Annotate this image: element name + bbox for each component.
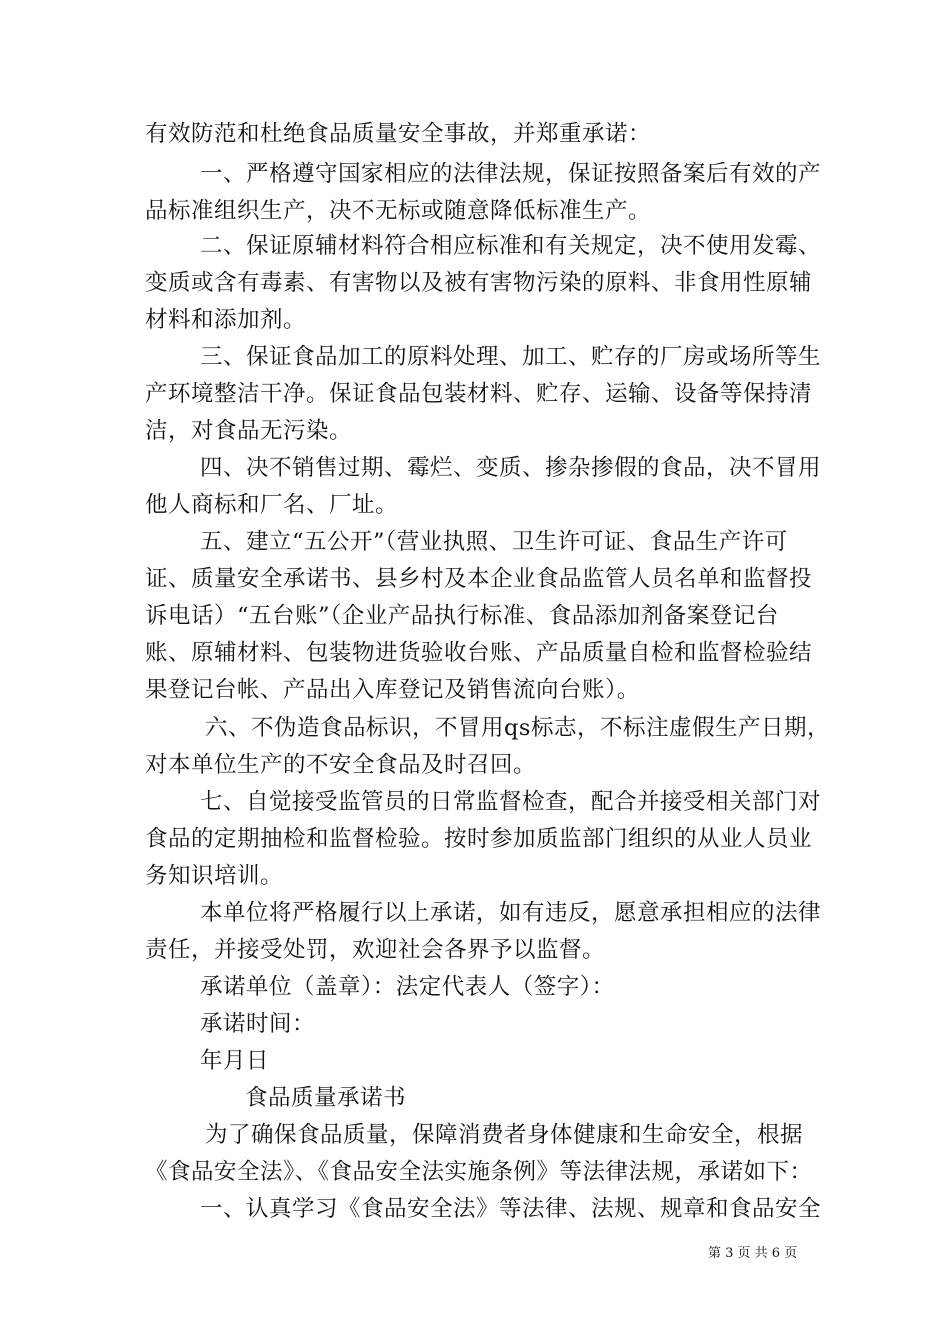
item-1-line-1: 一、认真学习《食品安全法》等法律、法规、规章和食品安全 <box>200 1196 822 1222</box>
closing-line-2: 责任，并接受处罚，欢迎社会各界予以监督。 <box>145 937 606 963</box>
text-line: 有效防范和杜绝食品质量安全事故，并郑重承诺： <box>145 121 652 147</box>
date-line: 年月日 <box>200 1048 270 1074</box>
clause-3-line-3: 洁，对食品无污染。 <box>145 418 353 444</box>
page-number: 第 3 页 共 6 页 <box>708 1246 798 1261</box>
clause-2-line-2: 变质或含有毒素、有害物以及被有害物污染的原料、非食用性原辅 <box>145 270 813 296</box>
section-title: 食品质量承诺书 <box>245 1085 407 1111</box>
clause-7-line-3: 务知识培训。 <box>145 863 284 889</box>
clause-3-line-2: 产环境整洁干净。保证食品包装材料、贮存、运输、设备等保持清 <box>145 381 813 407</box>
clause-2-line-1: 二、保证原辅材料符合相应标准和有关规定，决不使用发霉、 <box>200 233 822 259</box>
clause-5-line-5: 果登记台帐、产品出入库登记及销售流向台账）。 <box>145 677 640 703</box>
clause-1-line-1: 一、严格遵守国家相应的法律法规，保证按照备案后有效的产 <box>200 161 822 187</box>
clause-6-line-1: 六、不伪造食品标识，不冒用qs标志，不标注虚假生产日期， <box>205 715 830 741</box>
clause-7-line-1: 七、自觉接受监管员的日常监督检查，配合并接受相关部门对 <box>200 789 822 815</box>
clause-1-line-2: 品标准组织生产，决不无标或随意降低标准生产。 <box>145 198 652 224</box>
clause-7-line-2: 食品的定期抽检和监督检验。按时参加质监部门组织的从业人员业 <box>145 826 813 852</box>
clause-2-line-3: 材料和添加剂。 <box>145 307 307 333</box>
clause-5-line-3: 诉电话）“五台账”（企业产品执行标准、食品添加剂备案登记台 <box>145 603 779 629</box>
clause-5-line-1: 五、建立“五公开”（营业执照、卫生许可证、食品生产许可 <box>200 529 788 555</box>
closing-line-1: 本单位将严格履行以上承诺，如有违反，愿意承担相应的法律 <box>200 900 822 926</box>
clause-5-line-2: 证、质量安全承诺书、县乡村及本企业食品监管人员名单和监督投 <box>145 566 813 592</box>
clause-4-line-2: 他人商标和厂名、厂址。 <box>145 492 399 518</box>
clause-6-line-2: 对本单位生产的不安全食品及时召回。 <box>145 752 537 778</box>
clause-4-line-1: 四、决不销售过期、霉烂、变质、掺杂掺假的食品，决不冒用 <box>200 455 822 481</box>
clause-3-line-1: 三、保证食品加工的原料处理、加工、贮存的厂房或场所等生 <box>200 344 822 370</box>
signature-line: 承诺单位（盖章）：法定代表人（签字）： <box>200 974 615 1000</box>
clause-5-line-4: 账、原辅材料、包装物进货验收台账、产品质量自检和监督检验结 <box>145 640 813 666</box>
intro-line-1: 为了确保食品质量，保障消费者身体健康和生命安全，根据 <box>205 1122 804 1148</box>
intro-line-2: 《食品安全法》、《食品安全法实施条例》等法律法规，承诺如下： <box>145 1159 813 1185</box>
promise-time-line: 承诺时间： <box>200 1011 316 1037</box>
